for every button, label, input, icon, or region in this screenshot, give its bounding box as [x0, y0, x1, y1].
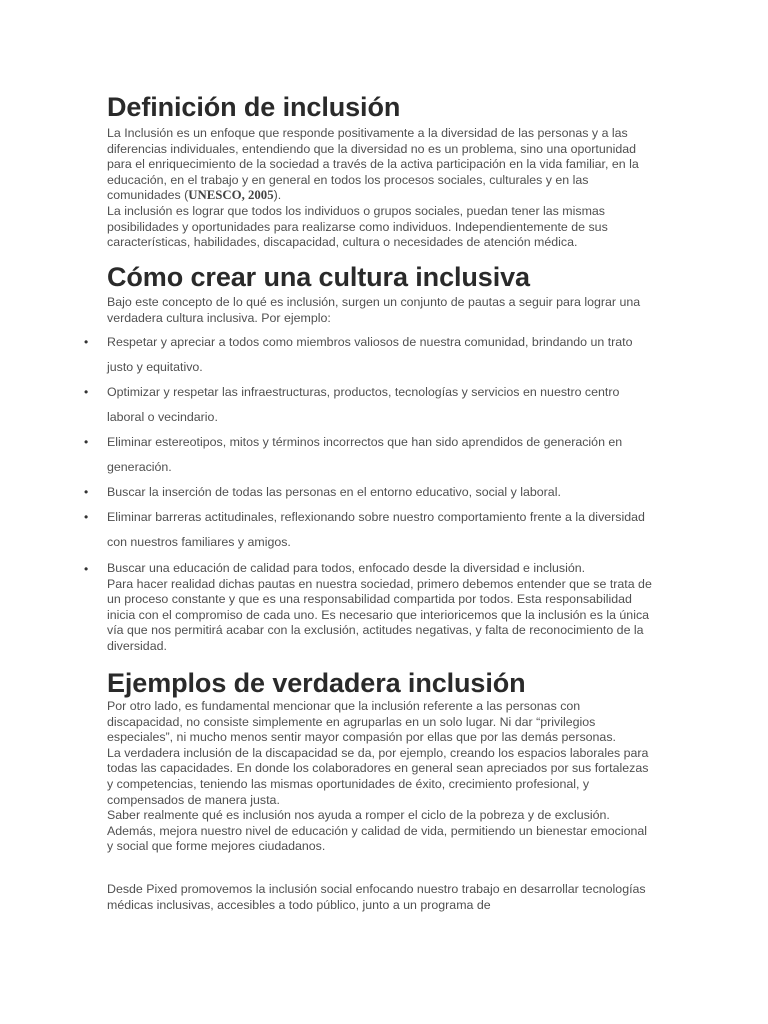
bullet-icon: • [84, 510, 89, 524]
list-item-text: Respetar y apreciar a todos como miembros valiosos de nuestra comunidad, brindando un trato justo y equitativo. [107, 335, 633, 374]
bullet-icon: • [84, 562, 89, 576]
bullet-icon: • [84, 435, 89, 449]
list-item [84, 380, 652, 430]
paragraph-cultura-intro: Bajo este concepto de lo qué es inclusión, surgen un conjunto de pautas a seguir para lograr una verdadera cultura inclusiva. Por ejemplo: [107, 295, 641, 325]
bullet-icon: • [84, 485, 89, 499]
paragraph-ejemplos-1: Por otro lado, es fundamental mencionar que la inclusión referente a las personas con discapacidad, no consiste simplemente en agruparlas en un solo lugar. Ni dar “privilegios especiales”, ni mucho menos sentir mayor compasión por ellas que por las demás personas. [107, 699, 616, 745]
list-item [84, 505, 652, 555]
list-item-text: Eliminar estereotipos, mitos y términos incorrectos que han sido aprendidos de generación en generación. [107, 435, 623, 474]
paragraph-text: ). [273, 188, 282, 203]
paragraph-cultura-closing: Para hacer realidad dichas pautas en nuestra sociedad, primero debemos entender que se trata de un proceso constante y que es una responsabilidad compartida por todos. Esta responsabilidad inicia con el compromiso de cada uno. Es necesario que interioricemos que la inclusión es la única vía que nos permitirá acabar con la exclusión, actitudes negativas, y falta de reconocimiento de la diversidad. [107, 576, 652, 653]
paragraph-definicion-2: La inclusión es lograr que todos los individuos o grupos sociales, puedan tener las mismas posibilidades y oportunidades para realizarse como individuos. Independientemente de sus características, habilidades, discapacidad, cultura o necesidades de atención médica. [107, 204, 608, 250]
heading-cultura-inclusiva: Cómo crear una cultura inclusiva [107, 262, 530, 292]
ejemplos-body [107, 699, 652, 855]
paragraph-pixed: Desde Pixed promovemos la inclusión social enfocando nuestro trabajo en desarrollar tecnologías médicas inclusivas, accesibles a todo público, junto a un programa de [107, 882, 646, 912]
heading-ejemplos: Ejemplos de verdadera inclusión [107, 668, 526, 698]
paragraph-definicion-1 [107, 126, 652, 204]
bullet-list [84, 330, 652, 555]
list-item-text: Optimizar y respetar las infraestructuras, productos, tecnologías y servicios en nuestro centro laboral o vecindario. [107, 385, 620, 424]
list-item [84, 430, 652, 480]
list-item [84, 330, 652, 380]
list-item-text: Eliminar barreras actitudinales, reflexionando sobre nuestro comportamiento frente a la diversidad con nuestros familiares y amigos. [107, 510, 645, 549]
citation-unesco: UNESCO, 2005 [188, 188, 274, 203]
bullet-icon: • [84, 335, 89, 349]
paragraph-ejemplos-2: La verdadera inclusión de la discapacidad se da, por ejemplo, creando los espacios laborales para todas las capacidades. En donde los colaboradores en general sean apreciados por sus fortalezas y competencias, teniendo las mismas oportunidades de éxito, crecimiento profesional, y compensados de manera justa. [107, 745, 649, 807]
list-item-text: Buscar la inserción de todas las personas en el entorno educativo, social y laboral. [107, 485, 561, 499]
last-bullet-block [84, 561, 652, 655]
paragraph-ejemplos-3: Saber realmente qué es inclusión nos ayuda a romper el ciclo de la pobreza y de exclusión. Además, mejora nuestro nivel de educación y calidad de vida, permitiendo un bienestar emocional y social que forme mejores ciudadanos. [107, 808, 647, 854]
bullet-icon: • [84, 385, 89, 399]
list-item [84, 480, 652, 505]
list-item [84, 561, 652, 577]
list-item-text: Buscar una educación de calidad para todos, enfocado desde la diversidad e inclusión. [107, 561, 586, 575]
heading-definicion: Definición de inclusión [107, 92, 401, 122]
paragraph-text: La Inclusión es un enfoque que responde positivamente a la diversidad de las personas y a las diferencias individuales, entendiendo que la diversidad no es un problema, sino una oportunidad para el enriquecimiento de la sociedad a través de la activa participación en la vida familiar, en la educación, en el trabajo y en general en todos los procesos sociales, culturales y en las comunidades ( [107, 126, 639, 203]
